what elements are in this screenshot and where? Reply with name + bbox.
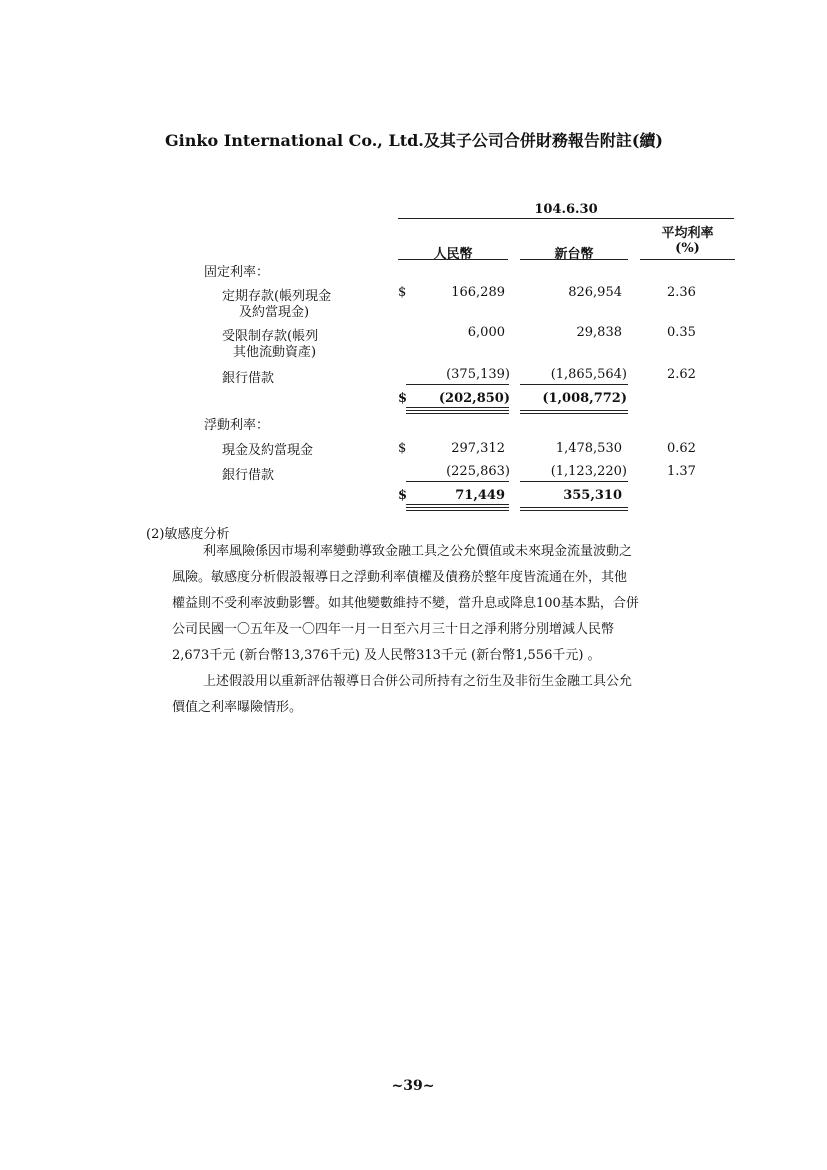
ntd-value: 1,478,530 xyxy=(555,441,622,456)
total-double-rule-rmb xyxy=(406,410,509,414)
rate-value: 2.62 xyxy=(667,367,696,382)
total-underline-rmb xyxy=(406,504,509,505)
rate-value: 0.35 xyxy=(667,325,696,340)
sensitivity-heading: (2)敏感度分析 xyxy=(146,527,230,542)
total-underline-rmb xyxy=(406,407,509,408)
fixed-rate-heading: 固定利率： xyxy=(204,265,270,280)
rmb-header-rule xyxy=(398,259,508,260)
currency-symbol: $ xyxy=(398,441,407,456)
rate-value: 0.62 xyxy=(667,441,696,456)
ntd-value: 826,954 xyxy=(568,285,622,300)
paragraph-line: 上述假設用以重新評估報導日合併公司所持有之衍生及非衍生金融工具公允 xyxy=(203,674,633,689)
ntd-column-header: 新台幣 xyxy=(554,247,594,262)
rate-header-rule xyxy=(640,259,735,260)
paragraph-line: 公司民國一〇五年及一〇四年一月一日至六月三十日之淨利將分別增減人民幣 xyxy=(172,622,615,637)
total-double-rule-ntd xyxy=(520,410,628,414)
row-label: 銀行借款 xyxy=(222,371,275,386)
row-label-cont: 其他流動資產) xyxy=(233,345,317,360)
rate-value: 2.36 xyxy=(667,285,696,300)
subtotal-rule-ntd xyxy=(520,384,628,385)
page-title: Ginko International Co., Ltd.及其子公司合併財務報告附註(續) xyxy=(165,131,663,150)
fixed-total-rmb: (202,850) xyxy=(438,391,510,406)
currency-symbol: $ xyxy=(398,285,407,300)
ntd-header-rule xyxy=(520,259,628,260)
total-double-rule-rmb xyxy=(406,507,509,511)
rmb-value: (375,139) xyxy=(446,367,510,382)
ntd-value: (1,123,220) xyxy=(550,464,627,479)
paragraph-line: 2,673千元 (新台幣13,376千元) 及人民幣313千元 (新台幣1,556千元) 。 xyxy=(172,648,601,663)
fixed-total-ntd: (1,008,772) xyxy=(542,391,627,406)
page-number: ~39~ xyxy=(391,1078,435,1094)
paragraph-line: 權益則不受利率波動影響。如其他變數維持不變，當升息或降息100基本點，合併 xyxy=(172,596,639,611)
rate-header-line1: 平均利率 xyxy=(661,226,714,241)
period-header: 104.6.30 xyxy=(534,202,598,217)
floating-total-rmb: 71,449 xyxy=(455,488,505,503)
subtotal-rule-rmb xyxy=(406,481,509,482)
ntd-value: (1,865,564) xyxy=(550,367,627,382)
rmb-value: 6,000 xyxy=(467,325,505,340)
total-currency-symbol: $ xyxy=(398,488,408,503)
total-double-rule-ntd xyxy=(520,507,628,511)
rate-value: 1.37 xyxy=(667,464,696,479)
subtotal-rule-ntd xyxy=(520,481,628,482)
ntd-value: 29,838 xyxy=(576,325,622,340)
row-label: 現金及約當現金 xyxy=(222,443,314,458)
rate-header-line2: (%) xyxy=(675,241,700,256)
rmb-value: 297,312 xyxy=(451,441,505,456)
rmb-column-header: 人民幣 xyxy=(433,247,473,262)
subtotal-rule-rmb xyxy=(406,384,509,385)
total-currency-symbol: $ xyxy=(398,391,408,406)
floating-total-ntd: 355,310 xyxy=(563,488,622,503)
floating-rate-heading: 浮動利率： xyxy=(204,418,270,433)
period-rule xyxy=(398,218,734,219)
row-label: 銀行借款 xyxy=(222,468,275,483)
paragraph-line: 價值之利率曝險情形。 xyxy=(172,700,303,715)
rmb-value: (225,863) xyxy=(446,464,510,479)
rmb-value: 166,289 xyxy=(451,285,505,300)
row-label-cont: 及約當現金) xyxy=(239,305,310,320)
row-label: 定期存款(帳列現金 xyxy=(222,289,332,304)
paragraph-line: 利率風險係因市場利率變動導致金融工具之公允價值或未來現金流量波動之 xyxy=(203,544,633,559)
paragraph-line: 風險。敏感度分析假設報導日之浮動利率債權及債務於整年度皆流通在外，其他 xyxy=(172,570,628,585)
row-label: 受限制存款(帳列 xyxy=(222,329,319,344)
